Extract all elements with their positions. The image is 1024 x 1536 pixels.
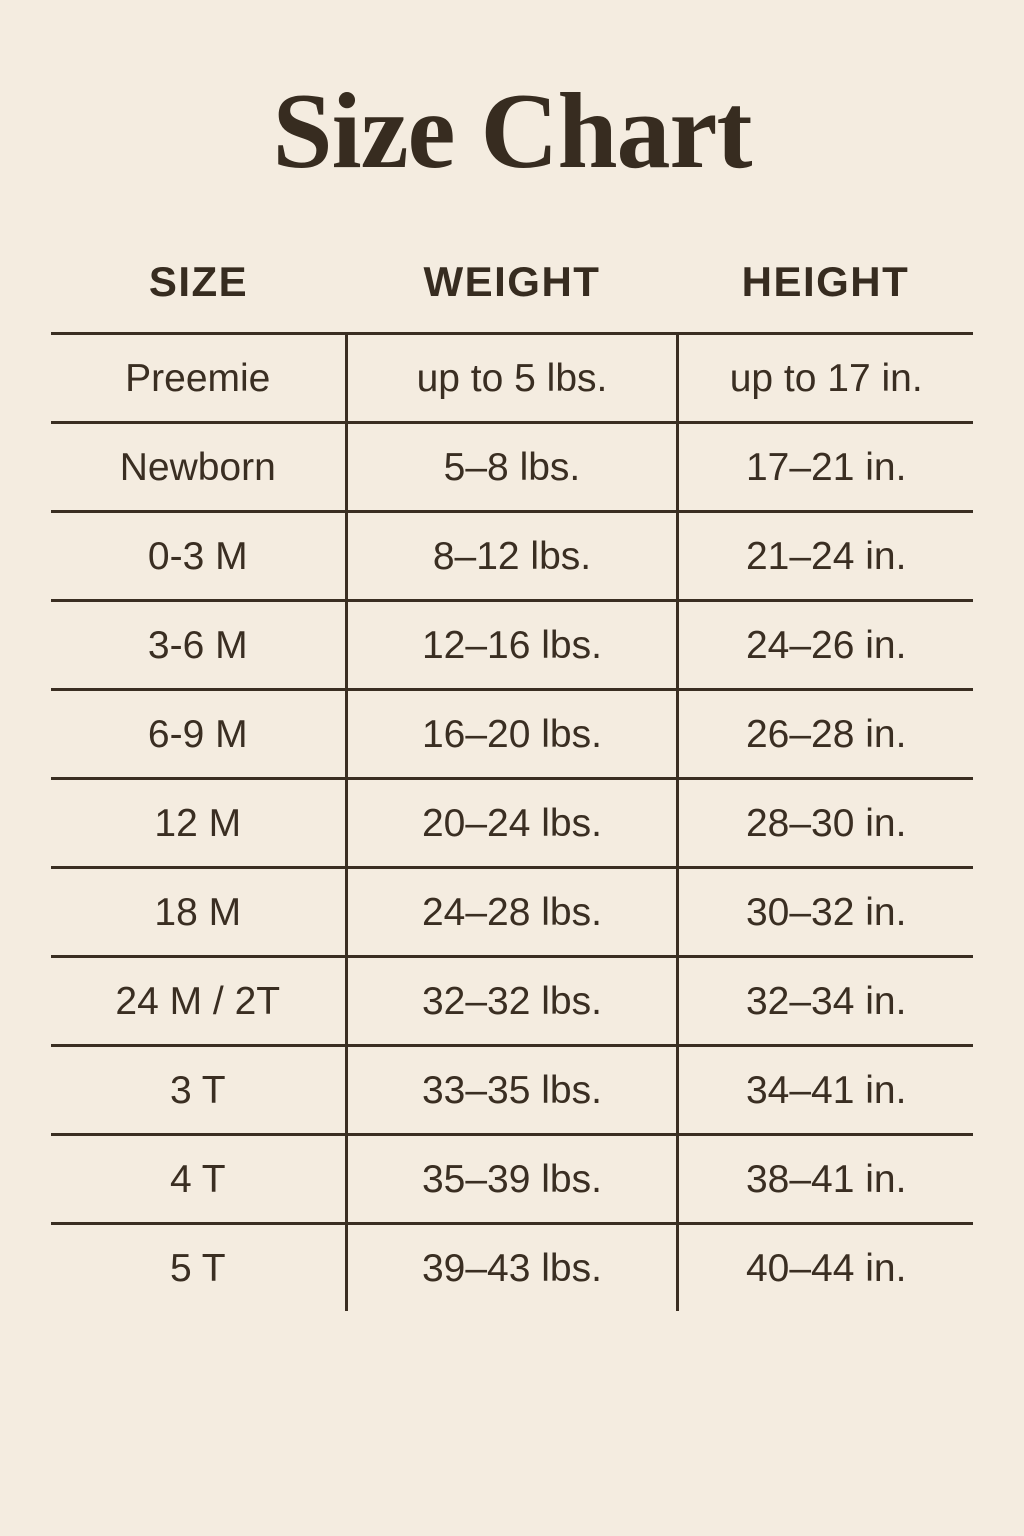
cell-weight: 33–35 lbs. xyxy=(346,1046,678,1135)
column-header-size: SIZE xyxy=(148,258,249,305)
cell-size: 24 M / 2T xyxy=(51,957,346,1046)
cell-height: 30–32 in. xyxy=(678,868,973,957)
cell-size: Newborn xyxy=(51,423,346,512)
cell-weight: up to 5 lbs. xyxy=(346,334,678,423)
cell-size: 3 T xyxy=(51,1046,346,1135)
cell-weight: 32–32 lbs. xyxy=(346,957,678,1046)
cell-height: up to 17 in. xyxy=(678,334,973,423)
cell-weight: 16–20 lbs. xyxy=(346,690,678,779)
table-row xyxy=(51,1224,973,1312)
page-title: Size Chart xyxy=(272,72,752,191)
cell-size: 0-3 M xyxy=(51,512,346,601)
table-row xyxy=(51,690,973,779)
table-body xyxy=(51,334,973,1312)
column-header-weight: WEIGHT xyxy=(423,258,601,305)
cell-weight: 8–12 lbs. xyxy=(346,512,678,601)
table-row xyxy=(51,512,973,601)
table-row xyxy=(51,1135,973,1224)
table-row xyxy=(51,779,973,868)
cell-weight: 12–16 lbs. xyxy=(346,601,678,690)
cell-size: 5 T xyxy=(51,1224,346,1312)
cell-height: 28–30 in. xyxy=(678,779,973,868)
cell-weight: 24–28 lbs. xyxy=(346,868,678,957)
table-row xyxy=(51,957,973,1046)
cell-height: 32–34 in. xyxy=(678,957,973,1046)
cell-weight: 5–8 lbs. xyxy=(346,423,678,512)
cell-size: 3-6 M xyxy=(51,601,346,690)
cell-weight: 39–43 lbs. xyxy=(346,1224,678,1312)
table-header-row xyxy=(51,258,973,334)
size-chart-table xyxy=(51,258,973,1311)
column-header-height: HEIGHT xyxy=(741,258,910,305)
cell-size: Preemie xyxy=(51,334,346,423)
cell-height: 40–44 in. xyxy=(745,1247,907,1290)
table-row xyxy=(51,334,973,423)
cell-size: 4 T xyxy=(51,1135,346,1224)
cell-height: 38–41 in. xyxy=(678,1135,973,1224)
cell-height: 26–28 in. xyxy=(678,690,973,779)
table-row xyxy=(51,868,973,957)
cell-weight: 20–24 lbs. xyxy=(346,779,678,868)
table-row xyxy=(51,423,973,512)
cell-height: 24–26 in. xyxy=(678,601,973,690)
cell-height: 17–21 in. xyxy=(678,423,973,512)
cell-weight: 35–39 lbs. xyxy=(346,1135,678,1224)
table-header xyxy=(51,258,973,334)
cell-size: 12 M xyxy=(51,779,346,868)
cell-size: 18 M xyxy=(51,868,346,957)
size-chart-table-wrapper xyxy=(51,186,973,1311)
table-row xyxy=(51,601,973,690)
cell-height: 34–41 in. xyxy=(678,1046,973,1135)
table-row xyxy=(51,1046,973,1135)
cell-size: 6-9 M xyxy=(51,690,346,779)
cell-height: 21–24 in. xyxy=(678,512,973,601)
